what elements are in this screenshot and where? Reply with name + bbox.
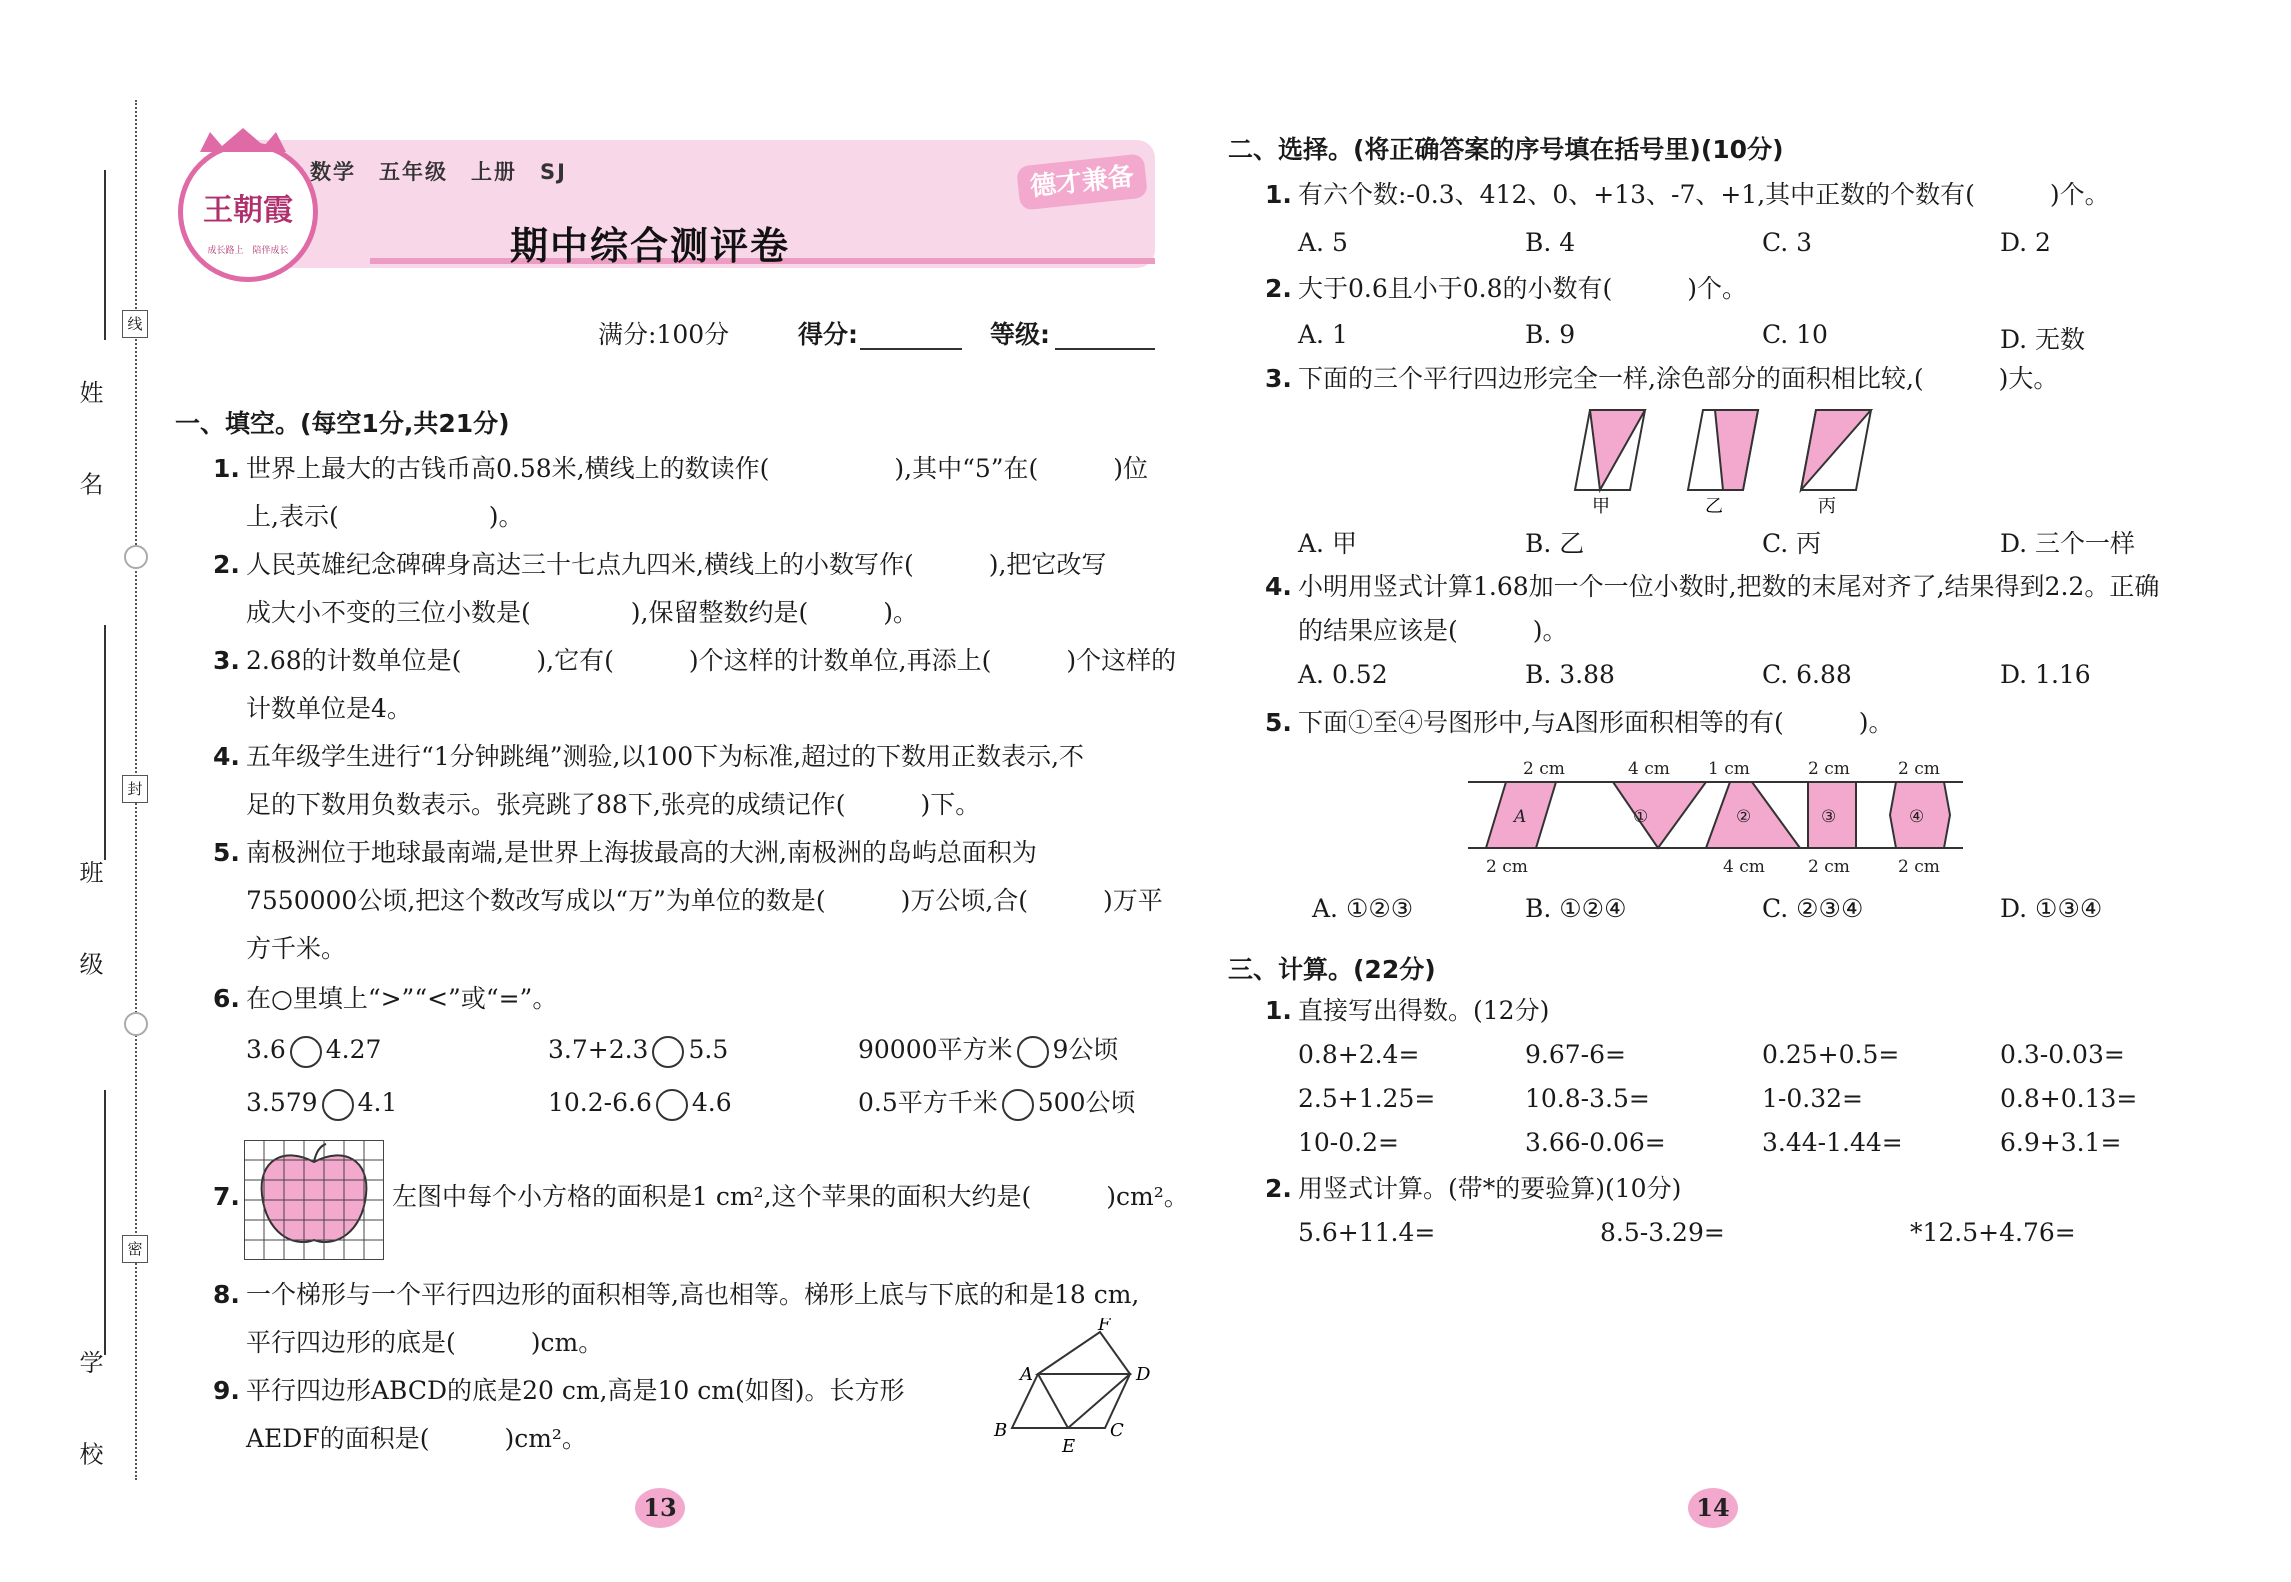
calc-item: 3.66-0.06=	[1525, 1128, 1666, 1157]
compare-item: 3.7+2.3 5.5	[548, 1033, 728, 1068]
option-d[interactable]: D. 2	[2000, 228, 2051, 257]
compare-item: 3.6 4.27	[246, 1033, 381, 1068]
p2q5-number: 5.	[1265, 708, 1292, 737]
compare-circle[interactable]	[322, 1089, 354, 1121]
name-label: 姓 名	[75, 380, 103, 526]
q1-number: 1.	[213, 454, 240, 483]
option-a[interactable]: A. 5	[1298, 228, 1348, 257]
dim-label: 2 cm	[1898, 857, 1940, 877]
q5-line2: 7550000公顷,把这个数改写成以“万”为单位的数是( )万公顷,合( )万平	[246, 886, 1163, 915]
option-b[interactable]: B. ①②④	[1525, 894, 1627, 923]
option-b[interactable]: B. 4	[1525, 228, 1576, 257]
logo-icon: 王朝霞 成长路上 陪伴成长	[178, 142, 318, 282]
cut-label-line: 线	[122, 310, 148, 338]
page-number-left: 13	[635, 1488, 685, 1528]
q4-line1: 五年级学生进行“1分钟跳绳”测验,以100下为标准,超过的下数用正数表示,不	[246, 742, 1085, 771]
q8-line1: 一个梯形与一个平行四边形的面积相等,高也相等。梯形上底与下底的和是18 cm,	[246, 1280, 1140, 1309]
school-line	[104, 1090, 106, 1355]
binding-hole-icon	[124, 1012, 148, 1036]
q1-line2: 上,表示( )。	[246, 502, 524, 531]
part2-heading: 二、选择。(将正确答案的序号填在括号里)(10分)	[1228, 135, 1784, 164]
p2q5-line1: 下面①至④号图形中,与A图形面积相等的有( )。	[1298, 708, 1894, 737]
vertical-calc-item: *12.5+4.76=	[1910, 1218, 2076, 1247]
q8-number: 8.	[213, 1280, 240, 1309]
page-number-right: 14	[1688, 1488, 1738, 1528]
dim-label: 2 cm	[1898, 759, 1940, 779]
q2-line2: 成大小不变的三位小数是( ),保留整数约是( )。	[246, 598, 918, 627]
p2q1-number: 1.	[1265, 180, 1292, 209]
label-f: F	[1098, 1318, 1111, 1335]
dim-label: 2 cm	[1523, 759, 1565, 779]
q5-number: 5.	[213, 838, 240, 867]
q3-line2: 计数单位是4。	[246, 694, 412, 723]
label-e: E	[1062, 1436, 1076, 1457]
p2q3-number: 3.	[1265, 364, 1292, 393]
cut-label-seal: 封	[122, 775, 148, 803]
option-d[interactable]: D. 三个一样	[2000, 529, 2136, 558]
calc-item: 9.67-6=	[1525, 1040, 1626, 1069]
p3s1-title: 直接写出得数。(12分)	[1298, 996, 1550, 1025]
page-title: 期中综合测评卷	[510, 224, 791, 268]
q5-line3: 方千米。	[246, 934, 347, 963]
option-b[interactable]: B. 9	[1525, 320, 1576, 349]
score-blank[interactable]	[860, 348, 962, 350]
q2-line1: 人民英雄纪念碑碑身高达三十七点九四米,横线上的小数写作( ),把它改写	[246, 550, 1107, 579]
q8-line2: 平行四边形的底是( )cm。	[246, 1328, 604, 1357]
q7-number: 7.	[213, 1182, 240, 1211]
dim-label: 2 cm	[1808, 759, 1850, 779]
calc-item: 0.25+0.5=	[1762, 1040, 1900, 1069]
badge-label: 德才兼备	[1016, 153, 1148, 210]
calc-item: 2.5+1.25=	[1298, 1084, 1436, 1113]
score-label: 得分:	[798, 320, 858, 349]
option-a[interactable]: A. 0.52	[1298, 660, 1388, 689]
compare-circle[interactable]	[652, 1036, 684, 1068]
shape-label: ②	[1736, 807, 1752, 827]
p3s2-title: 用竖式计算。(带*的要验算)(10分)	[1298, 1174, 1682, 1203]
calc-item: 3.44-1.44=	[1762, 1128, 1903, 1157]
calc-item: 1-0.32=	[1762, 1084, 1863, 1113]
option-c[interactable]: C. 丙	[1762, 529, 1822, 558]
dim-label: 2 cm	[1486, 857, 1528, 877]
label-b: B	[994, 1420, 1008, 1441]
q6-line1: 在○里填上“>”“<”或“=”。	[246, 984, 558, 1013]
p3s1-number: 1.	[1265, 996, 1292, 1025]
p2q1-line1: 有六个数:-0.3、412、0、+13、-7、+1,其中正数的个数有( )个。	[1298, 180, 2110, 209]
crown-icon	[200, 128, 286, 152]
compare-circle[interactable]	[656, 1089, 688, 1121]
p2q2-number: 2.	[1265, 274, 1292, 303]
calc-item: 6.9+3.1=	[2000, 1128, 2122, 1157]
fig-label-jia: 甲	[1592, 496, 1610, 516]
q5-line1: 南极洲位于地球最南端,是世界上海拔最高的大洲,南极洲的岛屿总面积为	[246, 838, 1037, 867]
grade-blank[interactable]	[1055, 348, 1155, 350]
dim-label: 4 cm	[1723, 857, 1765, 877]
q4-line2: 足的下数用负数表示。张亮跳了88下,张亮的成绩记作( )下。	[246, 790, 981, 819]
option-d[interactable]: D. 无数	[2000, 325, 2086, 354]
dim-label: 1 cm	[1708, 759, 1750, 779]
compare-item: 0.5平方千米 500公顷	[858, 1086, 1135, 1121]
compare-circle[interactable]	[1017, 1036, 1049, 1068]
class-line	[104, 625, 106, 860]
p2q4-line1: 小明用竖式计算1.68加一个一位小数时,把数的末尾对齐了,结果得到2.2。正确	[1298, 572, 2160, 601]
calc-item: 10.8-3.5=	[1525, 1084, 1650, 1113]
apple-grid-figure	[244, 1140, 384, 1264]
shape-label: ①	[1633, 807, 1649, 827]
compare-item: 3.579 4.1	[246, 1086, 397, 1121]
calc-item: 0.8+0.13=	[2000, 1084, 2138, 1113]
dim-label: 2 cm	[1808, 857, 1850, 877]
option-c[interactable]: C. 10	[1762, 320, 1828, 349]
calc-item: 10-0.2=	[1298, 1128, 1399, 1157]
class-label: 班 级	[75, 860, 103, 1006]
parallelogram-figure	[990, 1318, 1160, 1462]
option-b[interactable]: B. 乙	[1525, 529, 1585, 558]
shapes-figure	[1468, 752, 1968, 882]
full-score: 满分:100分	[598, 320, 730, 349]
option-a[interactable]: A. 甲	[1298, 529, 1357, 558]
calc-item: 0.8+2.4=	[1298, 1040, 1420, 1069]
label-c: C	[1110, 1420, 1124, 1441]
subject-line: 数学 五年级 上册 SJ	[310, 160, 567, 184]
q3-number: 3.	[213, 646, 240, 675]
option-d[interactable]: D. ①③④	[2000, 894, 2103, 923]
q4-number: 4.	[213, 742, 240, 771]
fig-label-bing: 丙	[1818, 496, 1836, 516]
shape-label: A	[1514, 807, 1527, 827]
p2q4-line2: 的结果应该是( )。	[1298, 616, 1568, 645]
fig-label-yi: 乙	[1705, 496, 1723, 516]
part3-heading: 三、计算。(22分)	[1228, 955, 1436, 984]
option-c[interactable]: C. 3	[1762, 228, 1813, 257]
name-line	[104, 170, 106, 340]
parallelograms-figure	[1570, 408, 1900, 520]
grade-label: 等级:	[990, 320, 1050, 349]
option-c[interactable]: C. 6.88	[1762, 660, 1852, 689]
q7-line1: 左图中每个小方格的面积是1 cm²,这个苹果的面积大约是( )cm²。	[392, 1182, 1189, 1211]
q9-number: 9.	[213, 1376, 240, 1405]
school-label: 学 校	[75, 1350, 103, 1496]
p2q4-number: 4.	[1265, 572, 1292, 601]
q6-number: 6.	[213, 984, 240, 1013]
compare-item: 90000平方米 9公顷	[858, 1033, 1118, 1068]
option-a[interactable]: A. 1	[1298, 320, 1348, 349]
q9-line1: 平行四边形ABCD的底是20 cm,高是10 cm(如图)。长方形	[246, 1376, 905, 1405]
binding-hole-icon	[124, 545, 148, 569]
q3-line1: 2.68的计数单位是( ),它有( )个这样的计数单位,再添上( )个这样的	[246, 646, 1177, 675]
dim-label: 4 cm	[1628, 759, 1670, 779]
q9-line2: AEDF的面积是( )cm²。	[246, 1424, 587, 1453]
p2q3-line1: 下面的三个平行四边形完全一样,涂色部分的面积相比较,( )大。	[1298, 364, 2059, 393]
part1-heading: 一、填空。(每空1分,共21分)	[175, 409, 510, 438]
option-d[interactable]: D. 1.16	[2000, 660, 2091, 689]
compare-circle[interactable]	[1002, 1089, 1034, 1121]
p3s2-number: 2.	[1265, 1174, 1292, 1203]
compare-item: 10.2-6.6 4.6	[548, 1086, 732, 1121]
label-a: A	[1020, 1364, 1033, 1385]
vertical-calc-item: 5.6+11.4=	[1298, 1218, 1436, 1247]
option-c[interactable]: C. ②③④	[1762, 894, 1864, 923]
vertical-calc-item: 8.5-3.29=	[1600, 1218, 1725, 1247]
q1-line1: 世界上最大的古钱币高0.58米,横线上的数读作( ),其中“5”在( )位	[246, 454, 1149, 483]
shape-label: ④	[1909, 807, 1925, 827]
calc-item: 0.3-0.03=	[2000, 1040, 2125, 1069]
shape-label: ③	[1821, 807, 1837, 827]
cut-label-secret: 密	[122, 1235, 148, 1263]
label-d: D	[1136, 1364, 1151, 1385]
q2-number: 2.	[213, 550, 240, 579]
option-a[interactable]: A. ①②③	[1312, 894, 1414, 923]
option-b[interactable]: B. 3.88	[1525, 660, 1615, 689]
compare-circle[interactable]	[290, 1036, 322, 1068]
p2q2-line1: 大于0.6且小于0.8的小数有( )个。	[1298, 274, 1748, 303]
